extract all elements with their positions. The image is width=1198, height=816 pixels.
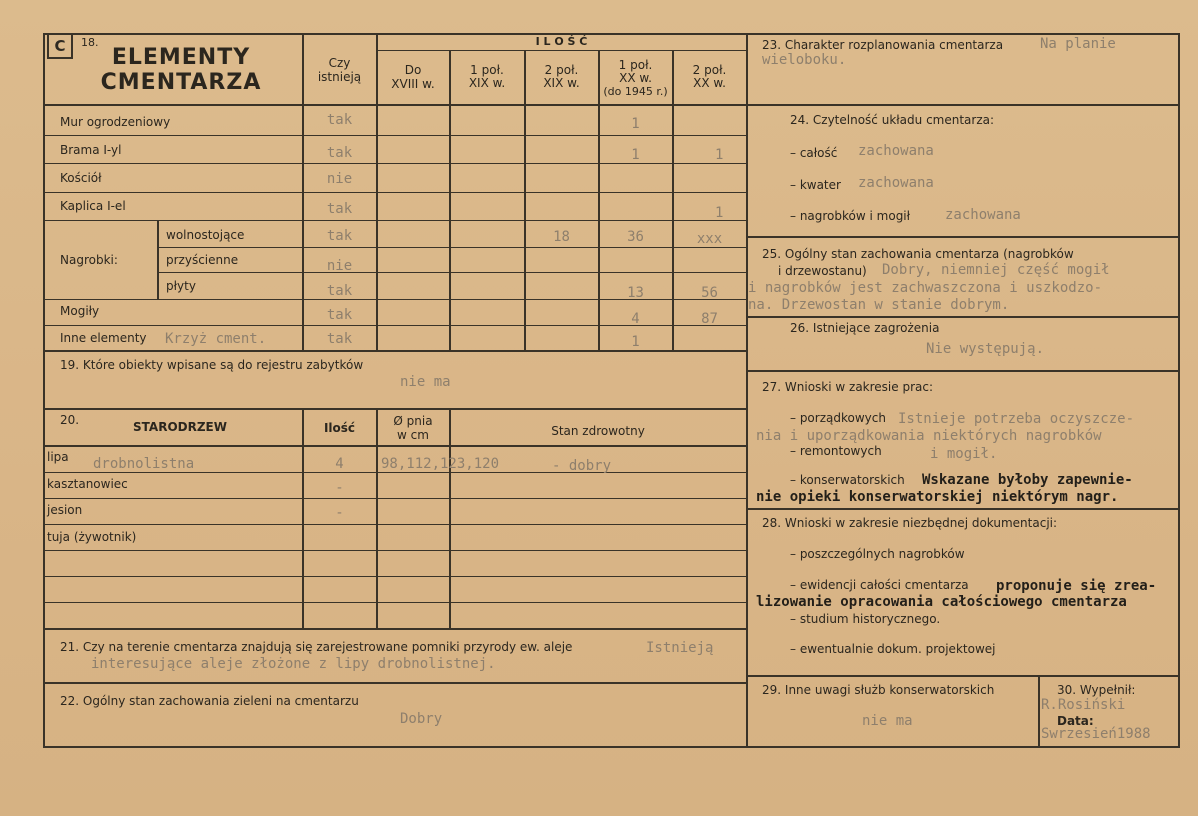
rule — [43, 135, 746, 136]
section-28-ewid-value: proponuje się zrea- — [996, 578, 1157, 594]
tree-name: jesion — [47, 503, 83, 517]
section-30-date-label: Data: — [1057, 714, 1094, 728]
tree-name: lipa — [47, 450, 69, 464]
exists-value: nie — [326, 258, 353, 274]
section-27-kons-label: – konserwatorskich — [790, 473, 905, 487]
section-28-label: 28. Wnioski w zakresie niezbędnej dokumentacji: — [762, 516, 1058, 530]
period-header: XIX w. — [468, 76, 506, 90]
count-value: 1 — [715, 205, 724, 221]
rule — [43, 576, 746, 577]
rule — [43, 746, 748, 748]
section-18-title-line1: ELEMENTY — [111, 45, 251, 70]
rule — [1178, 33, 1180, 748]
count-value: 87 — [701, 311, 718, 327]
rule — [1038, 675, 1040, 748]
rule — [43, 472, 746, 473]
rule — [43, 682, 748, 684]
row-label: Kościół — [60, 171, 102, 185]
section-24-item-label: – nagrobków i mogił — [790, 209, 911, 223]
rule — [43, 220, 746, 221]
count-value: 1 — [631, 116, 640, 132]
section-30-date-value: Swrzesień1988 — [1041, 726, 1151, 742]
tree-trunk: 98,112,123,120 — [381, 456, 500, 472]
section-22-label: 22. Ogólny stan zachowania zieleni na cmentarzu — [60, 694, 359, 708]
exists-value: tak — [326, 145, 353, 161]
section-24-item-label: – całość — [790, 146, 838, 160]
rule — [746, 316, 1180, 318]
section-28-item: – studium historycznego. — [790, 612, 941, 626]
period-header: 1 poł. — [470, 63, 504, 77]
count-value: 1 — [631, 334, 640, 350]
exists-value: tak — [326, 201, 353, 217]
rule — [43, 498, 746, 499]
section-27-porz-value: nia i uporządkowania niektórych nagrobków — [756, 428, 1102, 444]
rule — [43, 602, 746, 603]
section-25-label: 25. Ogólny stan zachowania cmentarza (nagrobków — [762, 247, 1074, 261]
tree-name: kasztanowiec — [47, 477, 128, 491]
exists-value: tak — [326, 331, 353, 347]
rule — [746, 370, 1180, 372]
section-22-value: Dobry — [400, 711, 443, 727]
rule — [672, 50, 674, 351]
category-letter-box: C — [47, 33, 73, 59]
section-29-label: 29. Inne uwagi służb konserwatorskich — [762, 683, 995, 697]
period-header: XX w. — [619, 71, 652, 85]
section-24-item-value: zachowana — [858, 175, 934, 191]
section-24-item-label: – kwater — [790, 178, 841, 192]
rule — [449, 408, 451, 628]
col-stan-header: Stan zdrowotny — [551, 424, 645, 438]
count-value: 1 — [715, 147, 724, 163]
nagrobki-label: Nagrobki: — [60, 253, 118, 267]
rule — [43, 408, 748, 410]
section-26-value: Nie występują. — [926, 341, 1045, 357]
col-pien-header: w cm — [397, 428, 429, 442]
rule — [746, 746, 1180, 748]
row-label: Inne elementy — [60, 331, 147, 345]
exists-value: tak — [326, 228, 353, 244]
nagrobki-sub-label: płyty — [166, 279, 196, 293]
exists-value: tak — [326, 307, 353, 323]
col-pien-header: Ø pnia — [393, 414, 433, 428]
count-value: 36 — [627, 229, 644, 245]
section-24-item-value: zachowana — [858, 143, 934, 159]
rule — [43, 628, 748, 630]
count-value: 18 — [553, 229, 570, 245]
section-24-item-value: zachowana — [945, 207, 1021, 223]
section-23-label: 23. Charakter rozplanowania cmentarza — [762, 38, 1004, 52]
count-value: 1 — [631, 147, 640, 163]
rule — [157, 247, 746, 248]
period-header: (do 1945 r.) — [603, 85, 668, 98]
rule — [43, 33, 45, 748]
section-18-number: 18. — [81, 36, 99, 49]
count-value: xxx — [696, 231, 723, 247]
row-label: Kaplica I-el — [60, 199, 126, 213]
tree-name-typed: drobnolistna — [93, 456, 195, 472]
nagrobki-sub-label: wolnostojące — [166, 228, 245, 242]
section-30-label: 30. Wypełnił: — [1057, 683, 1136, 697]
section-28-ewid-value: lizowanie opracowania całościowego cmentarza — [756, 594, 1127, 610]
col-exists-header: istnieją — [317, 70, 362, 84]
section-27-porz-label: – porządkowych — [790, 411, 886, 425]
tree-qty: 4 — [335, 456, 344, 472]
exists-value: tak — [326, 283, 353, 299]
section-20-title: STARODRZEW — [133, 420, 227, 434]
section-27-porz-value: Istnieje potrzeba oczyszcze- — [898, 411, 1135, 427]
period-header: Do — [404, 63, 422, 77]
rule — [43, 445, 748, 447]
section-23-value: Na planie — [1040, 36, 1116, 52]
section-25-value: Dobry, niemniej część mogił — [882, 262, 1110, 278]
rule — [524, 50, 526, 351]
section-20-number: 20. — [60, 413, 80, 427]
section-27-kons-value: nie opieki konserwatorskiej niektórym nagr. — [756, 489, 1119, 505]
row-label: Brama I-yl — [60, 143, 122, 157]
section-27-rem-label: – remontowych — [790, 444, 882, 458]
section-28-item: – ewidencji całości cmentarza — [790, 578, 969, 592]
section-27-kons-value: Wskazane byłoby zapewnie- — [922, 472, 1133, 488]
rule — [449, 50, 451, 351]
period-header: 1 poł. — [618, 58, 653, 72]
section-23-value: wieloboku. — [762, 52, 847, 68]
tree-name: tuja (żywotnik) — [47, 530, 137, 544]
rule — [43, 350, 748, 352]
section-28-item: – poszczególnych nagrobków — [790, 547, 965, 561]
rule — [43, 192, 746, 193]
exists-value: nie — [326, 171, 353, 187]
rule — [376, 50, 746, 51]
rule — [746, 675, 1180, 677]
section-30-name: R.Rosiński — [1041, 697, 1126, 713]
rule — [746, 33, 1180, 35]
section-29-value: nie ma — [862, 713, 913, 729]
nagrobki-sub-label: przyścienne — [166, 253, 239, 267]
rule — [43, 550, 746, 551]
section-21-value: Istnieją — [646, 640, 714, 656]
rule — [43, 524, 746, 525]
rule — [43, 104, 748, 106]
period-header: XVIII w. — [391, 77, 435, 91]
section-21-value: interesujące aleje złożone z lipy drobnolistnej. — [91, 656, 496, 672]
section-19-label: 19. Które obiekty wpisane są do rejestru zabytków — [60, 358, 364, 372]
rule — [157, 220, 159, 300]
section-24-label: 24. Czytelność układu cmentarza: — [790, 113, 995, 127]
period-header: XX w. — [693, 76, 726, 90]
tree-health: - dobry — [552, 458, 612, 474]
period-header: 2 poł. — [544, 63, 579, 77]
section-26-label: 26. Istniejące zagrożenia — [790, 321, 940, 335]
rule — [746, 508, 1180, 510]
count-value: 4 — [631, 311, 640, 327]
section-21-label: 21. Czy na terenie cmentarza znajdują się zarejestrowane pomniki przyrody ew. aleje — [60, 640, 573, 654]
col-exists-header: Czy — [328, 56, 351, 70]
count-value: 56 — [701, 285, 718, 301]
section-27-rem-value: i mogił. — [930, 446, 998, 462]
other-elements-value: Krzyż cment. — [165, 331, 267, 347]
exists-value: tak — [326, 112, 353, 128]
row-label: Mur ogrodzeniowy — [60, 115, 171, 129]
section-18-title-line2: CMENTARZA — [100, 70, 262, 95]
section-19-value: nie ma — [400, 374, 451, 390]
tree-qty: - — [335, 505, 344, 521]
ilosc-header: I L O Ś Ć — [535, 35, 588, 48]
period-header: XIX w. — [543, 76, 580, 90]
rule — [746, 104, 1180, 106]
section-25-label: i drzewostanu) — [778, 264, 867, 278]
count-value: 13 — [627, 285, 644, 301]
rule — [746, 236, 1180, 238]
col-ilosc-header: Ilość — [323, 421, 356, 435]
section-28-item: – ewentualnie dokum. projektowej — [790, 642, 996, 656]
section-25-value: i nagrobków jest zachwaszczona i uszkodzo- — [748, 280, 1103, 296]
rule — [157, 272, 746, 273]
row-label: Mogiły — [60, 304, 100, 318]
section-25-value: na. Drzewostan w stanie dobrym. — [748, 297, 1010, 313]
rule — [746, 33, 748, 748]
tree-qty: - — [335, 480, 344, 496]
period-header: 2 poł. — [692, 63, 727, 77]
section-27-label: 27. Wnioski w zakresie prac: — [762, 380, 934, 394]
rule — [43, 163, 746, 164]
